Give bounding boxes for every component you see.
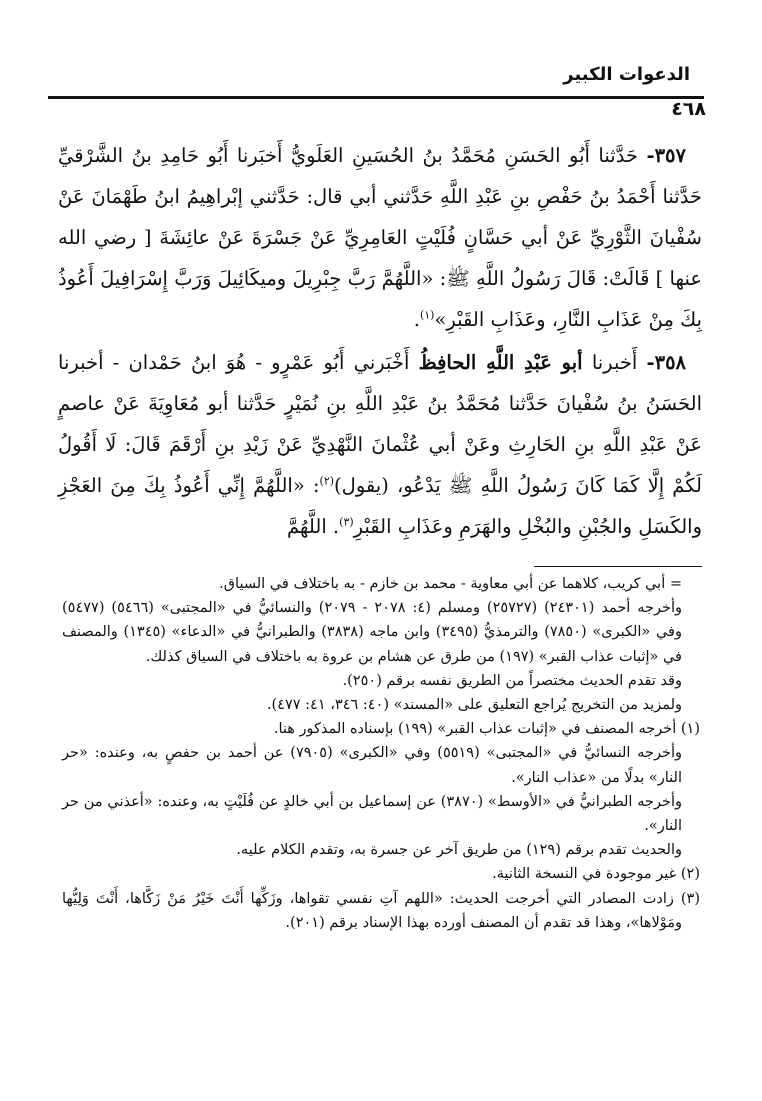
footnote-ref: (٣) bbox=[339, 515, 354, 529]
footnote-2: (٢) غير موجودة في النسخة الثانية. bbox=[492, 866, 700, 883]
main-text bbox=[58, 135, 702, 549]
footnotes bbox=[62, 572, 700, 935]
hadith-number: ٣٥٧- bbox=[646, 144, 686, 167]
hadith-text-end: . اللَّهُمَّ bbox=[286, 515, 340, 538]
page-number: ٤٦٨ bbox=[671, 98, 706, 120]
hadith-text: أَخْبَرني أَبُو عَمْرٍو - هُوَ ابنُ حَمْدان - أخبرنا الحَسَنُ بنُ سُفْيانَ حَدَّثنا مُحَمَّدُ بنُ عَبْدِ اللَّهِ بنِ نُمَيْرٍ حَدَّثنا أبو مُعَاوِيَةَ عَنْ عاصمٍ عَنْ عَبْدِ اللَّهِ بنِ الحَارِثِ وعَنْ أبي عُثْمانَ النَّهْدِيِّ عَنْ زَيْدِ بنِ أَرْقَمَ قَالَ: لَا أَقُولُ لَكُمْ إِلَّا كَمَا كَانَ رَسُولُ اللَّهِ ﷺ يَدْعُو، (يقول) bbox=[58, 351, 702, 497]
hadith-number: ٣٥٨- bbox=[646, 351, 687, 374]
footnote-line: = أبي كريب، كلاهما عن أبي معاوية - محمد بن خازم - به باختلاف في السياق. bbox=[219, 576, 682, 592]
hadith-text-continued: : «اللَّهُمَّ إِنِّي أَعُوذُ بِكَ مِنَ العَجْزِ والكَسَلِ والجُبْنِ والبُخْلِ والهَرَمِ وعَذَابِ القَبْرِ bbox=[58, 474, 702, 538]
narrator-name: أبو عَبْدِ اللَّهِ الحافِظُ bbox=[418, 351, 583, 374]
hadith-358 bbox=[58, 342, 702, 547]
footnote-line: ولمزيد من التخريج يُراجع التعليق على «المسند» (٤٠: ٣٤٦، ٤١: ٤٧٧). bbox=[266, 697, 682, 714]
footnote-line: وأخرجه الطبرانيُّ في «الأوسط» (٣٨٧٠) عن إسماعيل بن أبي خالدٍ عن فُلَيْتٍ به، وعنده: «أعذني من حر النار». bbox=[62, 793, 682, 835]
footnote-3: (٣) زادت المصادر التي أخرجت الحديث: «اللهم آتِ نفسي تقواها، وزَكِّها أَنْتَ خَيْرُ مَنْ زَكَّاها، أَنْتَ وَلِيُّها ومَوْلاها»، وهذا قد تقدم أن المصنف أورده بهذا الإسناد برقم (٢٠١). bbox=[62, 890, 700, 931]
footnote-ref: (٢) bbox=[319, 474, 335, 488]
hadith-text: حَدَّثنا أَبُو الحَسَنِ مُحَمَّدُ بنُ الحُسَينِ العَلَويُّ أَخبَرنا أَبُو حَامِدِ بنُ الشَّرْقيِّ حَدَّثنا أَحْمَدُ بنُ حَفْصِ بنِ عَبْدِ اللَّهِ حَدَّثني أبي قال: حَدَّثني إبْراهِيمُ ابنُ طَهْمَانَ عَنْ سُفْيانَ الثَّوْرِيِّ عَنْ أبي حَسَّانٍ فُلَيْتٍ العَامِرِيِّ عَنْ جَسْرَةَ عَنْ عائِشَةَ [ رضي الله عنها ] قَالَتْ: قَالَ رَسُولُ اللَّهِ ﷺ: «اللَّهُمَّ رَبَّ جِبْرِيلَ وميكَائِيلَ وَرَبَّ إِسْرَافِيلَ أَعُوذُ بِكَ مِنْ عَذَابِ النَّارِ، وعَذَابِ القَبْرِ» bbox=[58, 144, 702, 331]
hadith-357: ٣٥٧- حَدَّثنا أَبُو الحَسَنِ مُحَمَّدُ بنُ الحُسَينِ العَلَويُّ أَخبَرنا أَبُو حَامِدِ بنُ الشَّرْقيِّ حَدَّثنا أَحْمَدُ بنُ حَفْصِ بنِ عَبْدِ اللَّهِ حَدَّثني أبي قال: حَدَّثني إبْراهِيمُ ابنُ طَهْمَانَ عَنْ سُفْيانَ الثَّوْرِيِّ عَنْ أبي حَسَّانٍ فُلَيْتٍ العَامِرِيِّ عَنْ جَسْرَةَ عَنْ عائِشَةَ [ رضي الله عنها ] قَالَتْ: قَالَ رَسُولُ اللَّهِ ﷺ: «اللَّهُمَّ رَبَّ جِبْرِيلَ وميكَائِيلَ وَرَبَّ إِسْرَافِيلَ أَعُوذُ بِكَ مِنْ عَذَابِ النَّارِ، وعَذَابِ القَبْرِ»$^{(١)}$. bbox=[58, 144, 702, 331]
hadith-text-intro: أَخبرنا bbox=[591, 351, 638, 374]
footnote-1: (١) أخرجه المصنف في «إثبات عذاب القبر» (١٩٩) بإسناده المذكور هنا. bbox=[273, 721, 700, 738]
footnote-line: وأخرجه النسائيُّ في «المجتبى» (٥٥١٩) وفي «الكبرى» (٧٩٠٥) عن أحمد بن حفصٍ به، وعنده: «حر النار» بدلًا من «عذاب النار». bbox=[62, 745, 682, 786]
footnote-ref: (١) bbox=[419, 308, 435, 322]
footnote-line: وقد تقدم الحديث مختصراً من الطريق نفسه برقم (٢٥٠). bbox=[342, 672, 682, 689]
footnote-line: وأخرجه أحمد (٢٤٣٠١) (٢٥٧٢٧) ومسلم (٤: ٢٠٧٨ - ٢٠٧٩) والنسائيُّ في «المجتبى» (٥٤٦٦) (٥٤٧٧) وفي «الكبرى» (٧٨٥٠) والترمذيُّ (٣٤٩٥) وابن ماجه (٣٨٣٨) والطبرانيُّ في «الدعاء» (١٣٤٥) والمصنف في «إثبات عذاب القبر» (١٩٧) من طرق عن هشام بن عروة به باختلاف في السياق كذلك. bbox=[62, 600, 683, 665]
running-title: الدعوات الكبير bbox=[563, 64, 690, 85]
footnote-line: والحديث تقدم برقم (١٢٩) من طريق آخر عن جسرة به، وتقدم الكلام عليه. bbox=[236, 842, 682, 859]
footnote-separator bbox=[534, 566, 702, 567]
header-rule bbox=[48, 96, 704, 99]
